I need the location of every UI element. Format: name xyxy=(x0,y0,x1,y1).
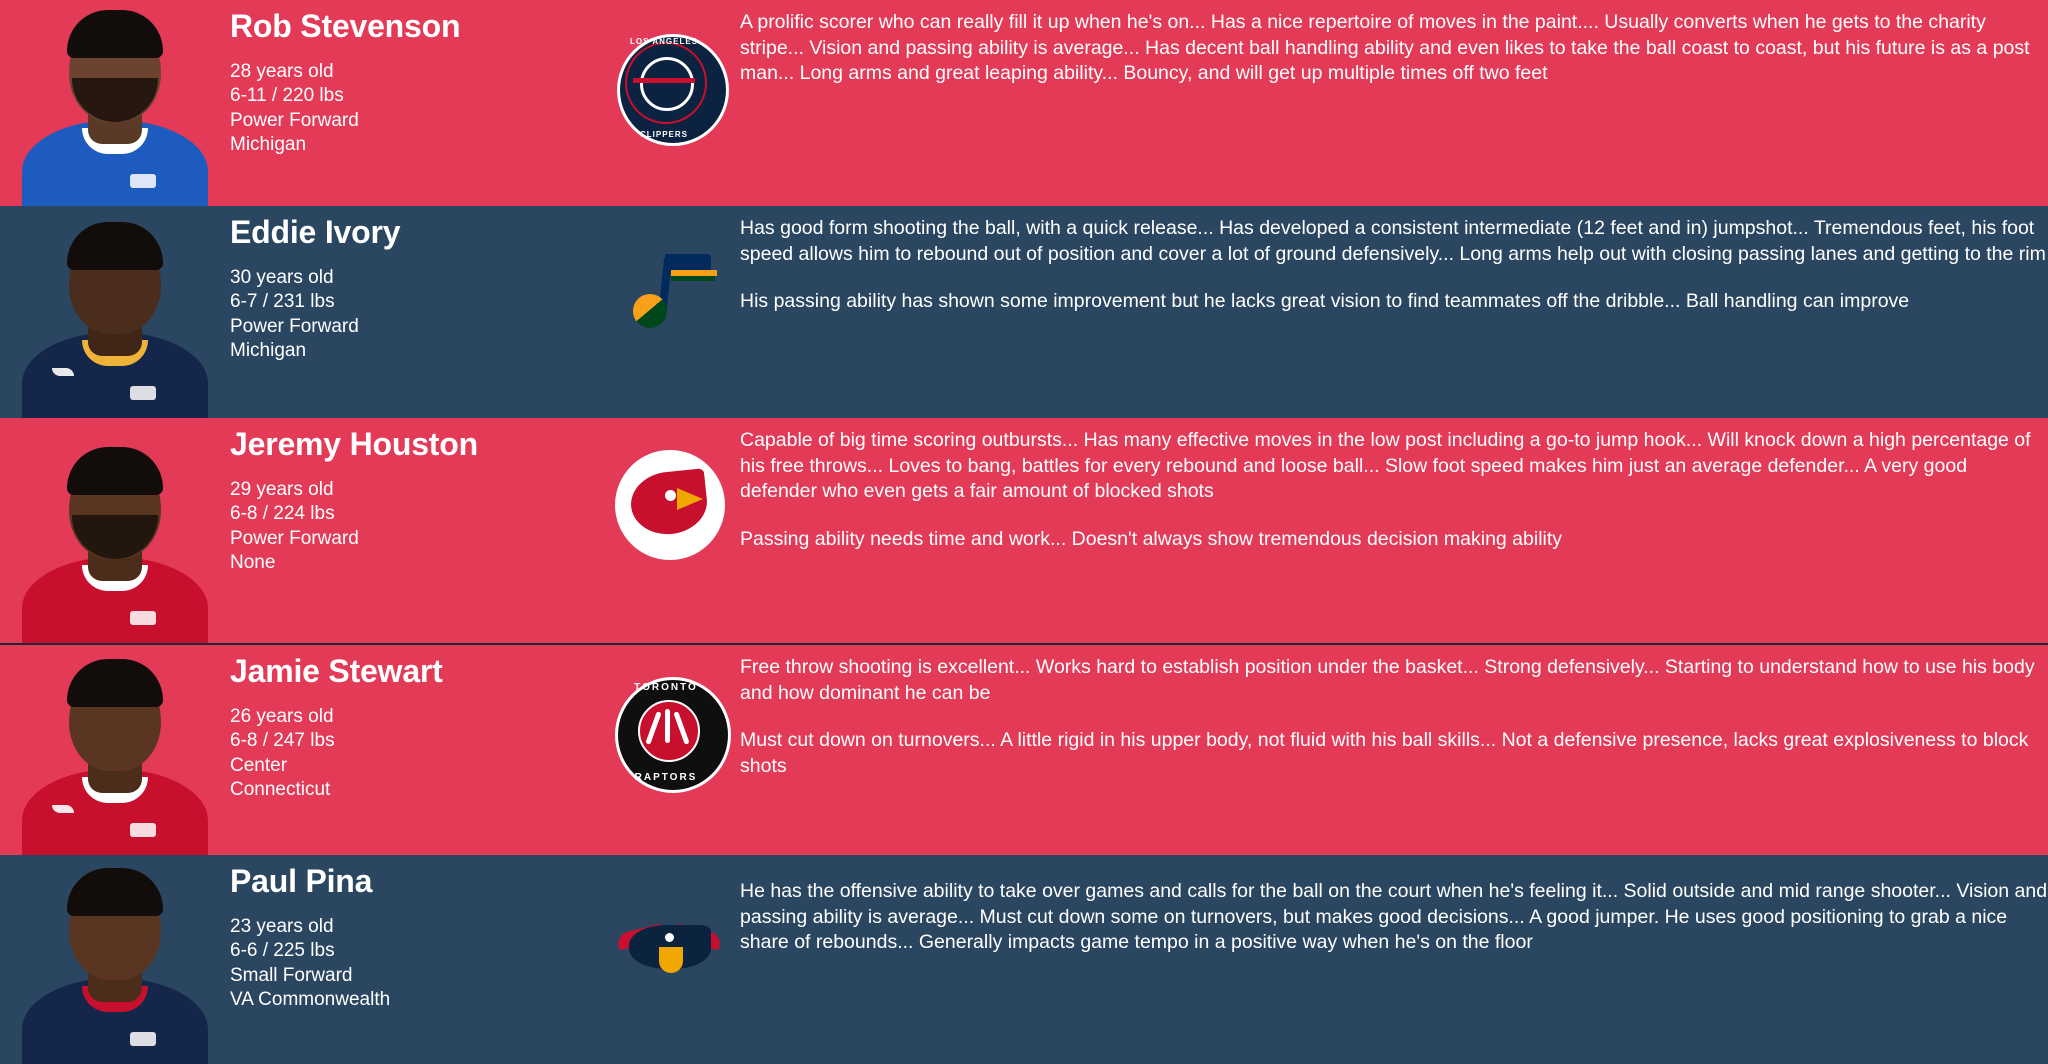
player-bio-column xyxy=(230,418,600,576)
player-name: Jeremy Houston xyxy=(230,426,478,462)
scouting-paragraph: Free throw shooting is excellent... Works hard to establish position under the basket... Strong defensively... Starting to understand how to use his body and how dominant he can be xyxy=(740,656,2035,704)
team-logo-text-top: LOS ANGELES xyxy=(629,37,699,46)
player-name: Paul Pina xyxy=(230,863,373,899)
player-age: 23 years old xyxy=(230,915,334,937)
pelicans-logo[interactable] xyxy=(611,889,729,1007)
player-photo-column xyxy=(0,418,230,643)
player-bio-column xyxy=(230,855,600,1013)
player-headshot xyxy=(12,868,217,1064)
scouting-paragraph: He has the offensive ability to take over games and calls for the ball on the court when he's feeling it... Solid outside and mid range shooter... Vision and passing ability is average... Must cut down some on turnovers, but makes good decisions... A good jumper. He uses good positioning to grab a nice share of rebounds... Generally impacts game tempo in a positive way when he's on the floor xyxy=(740,880,2048,953)
team-logo-column[interactable] xyxy=(600,0,740,146)
player-position: Power Forward xyxy=(230,109,359,131)
player-photo-column xyxy=(0,855,230,1064)
player-headshot xyxy=(12,222,217,418)
player-measurements: 6-8 / 247 lbs xyxy=(230,730,335,752)
team-logo-column[interactable] xyxy=(600,206,740,352)
raptors-logo[interactable] xyxy=(611,673,729,791)
clippers-logo[interactable] xyxy=(611,28,729,146)
player-position: Center xyxy=(230,754,288,776)
jazz-logo[interactable] xyxy=(611,234,729,352)
player-headshot xyxy=(12,659,217,855)
player-measurements: 6-7 / 231 lbs xyxy=(230,291,335,313)
player-age: 29 years old xyxy=(230,478,334,500)
player-position: Small Forward xyxy=(230,964,353,986)
player-name: Eddie Ivory xyxy=(230,214,401,250)
team-logo-column[interactable] xyxy=(600,645,740,791)
player-name: Rob Stevenson xyxy=(230,8,461,44)
player-bio-column xyxy=(230,0,600,158)
player-measurements: 6-6 / 225 lbs xyxy=(230,940,335,962)
scouting-paragraph: Must cut down on turnovers... A little rigid in his upper body, not fluid with his ball skills... Not a defensive presence, lacks great explosiveness to block shots xyxy=(740,729,2029,777)
player-report-column xyxy=(740,855,2048,956)
player-age: 26 years old xyxy=(230,705,334,727)
player-report-column xyxy=(740,0,2048,87)
scouting-paragraph: Has good form shooting the ball, with a quick release... Has developed a consistent intermediate (12 feet and in) jumpshot... Tremendous feet, his foot speed allows him to rebound out of position and cover a lot of ground defensively... Long arms help out with closing passing lanes and getting to the rim xyxy=(740,217,2046,265)
player-measurements: 6-8 / 224 lbs xyxy=(230,503,335,525)
player-report-column xyxy=(740,645,2048,779)
team-logo-column[interactable] xyxy=(600,855,740,1007)
player-bio-column xyxy=(230,645,600,803)
player-name: Jamie Stewart xyxy=(230,653,443,689)
team-logo-column[interactable] xyxy=(600,418,740,564)
player-school: None xyxy=(230,552,276,574)
scouting-paragraph: A prolific scorer who can really fill it up when he's on... Has a nice repertoire of moves in the paint.... Usually converts when he gets to the charity stripe... Vision and passing ability is average... Has decent ball handling ability and even likes to take the ball coast to coast, but his future is as a post man... Long arms and great leaping ability... Bouncy, and will get up multiple times off two feet xyxy=(740,11,2030,84)
player-school: Michigan xyxy=(230,134,307,156)
player-measurements: 6-11 / 220 lbs xyxy=(230,85,344,107)
player-position: Power Forward xyxy=(230,527,359,549)
player-report-column xyxy=(740,206,2048,315)
player-headshot xyxy=(12,10,217,206)
player-school: VA Commonwealth xyxy=(230,989,391,1011)
player-headshot xyxy=(12,447,217,643)
player-row[interactable] xyxy=(0,0,2048,206)
player-school: Connecticut xyxy=(230,779,331,801)
player-bio-column xyxy=(230,206,600,364)
player-row[interactable] xyxy=(0,855,2048,1064)
player-position: Power Forward xyxy=(230,315,359,337)
scouting-paragraph: Passing ability needs time and work... Doesn't always show tremendous decision making ability xyxy=(740,527,1563,550)
team-logo-text-top: TORONTO xyxy=(634,682,698,693)
player-photo-column xyxy=(0,0,230,206)
hawks-logo[interactable] xyxy=(611,446,729,564)
team-logo-text-bottom: CLIPPERS xyxy=(639,130,688,139)
player-row[interactable] xyxy=(0,643,2048,855)
player-photo-column xyxy=(0,206,230,418)
player-row[interactable] xyxy=(0,206,2048,418)
player-report-column xyxy=(740,418,2048,552)
scouting-paragraph: Capable of big time scoring outbursts... Has many effective moves in the low post including a go-to jump hook... Will knock down a high percentage of his free throws... Loves to bang, battles for every rebound and loose ball... Slow foot speed makes him just an average defender... A very good defender who even gets a fair amount of blocked shots xyxy=(740,429,2031,502)
player-school: Michigan xyxy=(230,340,307,362)
player-age: 30 years old xyxy=(230,266,334,288)
scouting-paragraph: His passing ability has shown some improvement but he lacks great vision to find teammates off the dribble... Ball handling can improve xyxy=(740,290,1910,312)
player-photo-column xyxy=(0,645,230,855)
player-row[interactable] xyxy=(0,418,2048,643)
team-logo-text-bottom: RAPTORS xyxy=(634,772,698,783)
player-age: 28 years old xyxy=(230,60,334,82)
